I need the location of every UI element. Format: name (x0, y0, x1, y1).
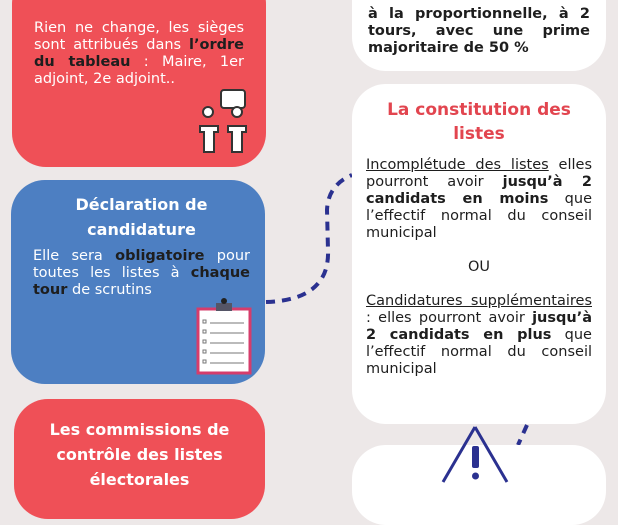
card-constitution-listes (352, 84, 606, 424)
commissions-title: Les commissions de contrôle des listes électorales (49, 420, 230, 489)
warning-triangle-icon (440, 424, 510, 484)
ordre-text: Rien ne change, les sièges sont attribués dans l’ordre du tableau : Maire, 1er adjoint, 2e adjoint.. (34, 20, 244, 87)
constitution-title: La constitution des listes (387, 100, 571, 144)
card-commissions-controle (14, 399, 265, 519)
incompletude-paragraph: Incomplétude des listes elles pourront avoir jusqu’à 2 candidats en moins que l’effectif normal du conseil municipal (366, 157, 593, 241)
mode-text: à la proportionnelle, à 2 tours, avec une prime majoritaire de 50 % (368, 6, 590, 56)
supplementaires-paragraph: Candidatures supplémentaires : elles pourront avoir jusqu’à 2 candidats en plus que l’effectif normal du conseil municipal (366, 293, 592, 377)
card-declaration-candidature (11, 180, 265, 384)
clipboard-checklist-icon (196, 295, 252, 375)
speakers-podium-icon (196, 88, 260, 158)
declaration-title: Déclaration de candidature (75, 195, 208, 239)
card-ordre-du-tableau (12, 0, 266, 167)
declaration-text: Elle sera obligatoire pour toutes les listes à chaque tour de scrutins (33, 248, 250, 298)
card-mode-scrutin (352, 0, 606, 71)
ou-separator: OU (467, 259, 491, 275)
